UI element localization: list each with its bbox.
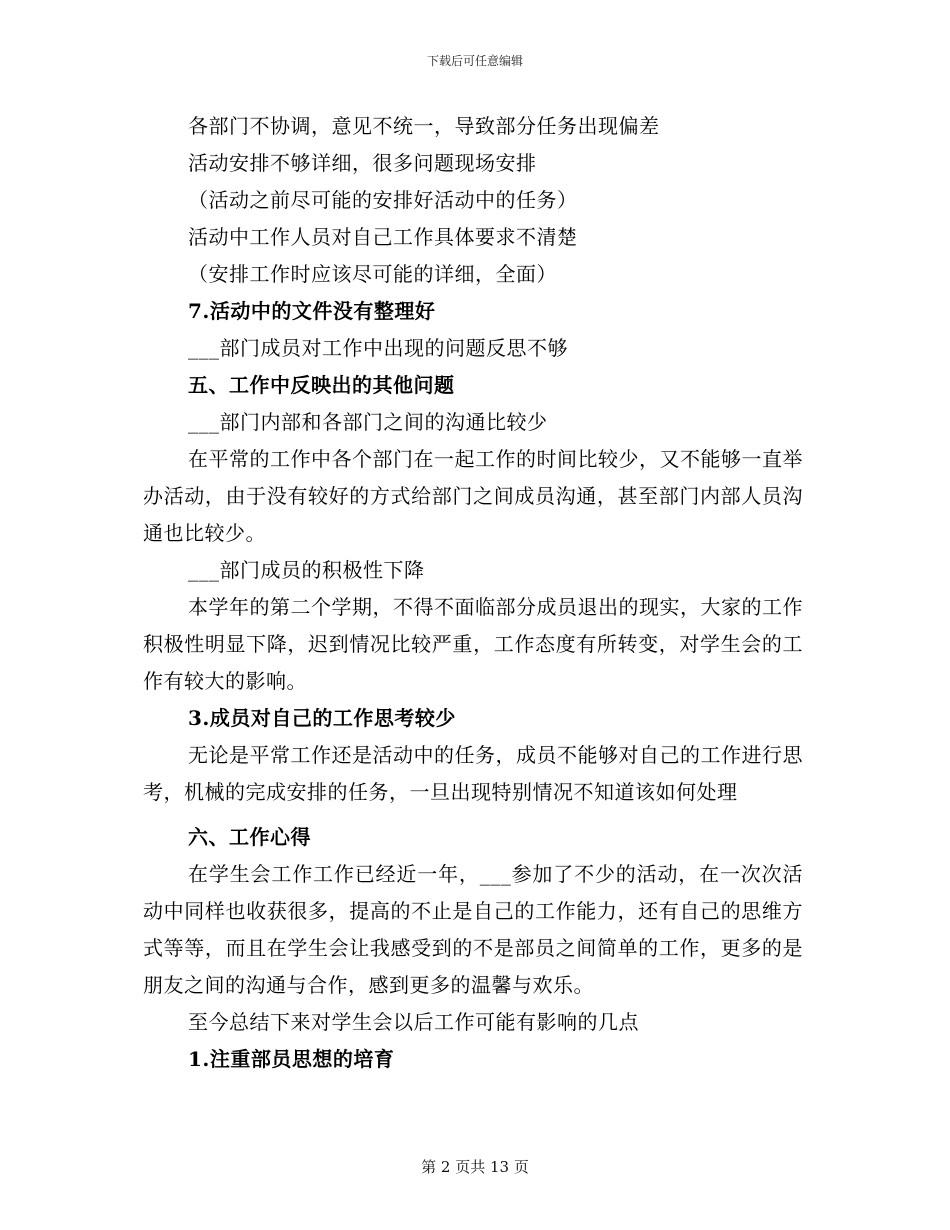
text-line: 各部门不协调，意见不统一，导致部分任务出现偏差	[188, 114, 660, 138]
text-line: （活动之前尽可能的安排好活动中的任务）	[188, 188, 578, 212]
page-header: 下载后可任意编辑	[426, 54, 523, 68]
section-heading: 五、工作中反映出的其他问题	[188, 373, 455, 397]
section-heading: 六、工作心得	[188, 825, 311, 849]
document-body	[143, 108, 803, 1078]
section-heading: 3.成员对自己的工作思考较少	[188, 706, 456, 730]
paragraph: 在学生会工作工作已经近一年，___参加了不少的活动，在一次次活动中同样也收获很多，提高的不止是自己的工作能力，还有自己的思维方式等等，而且在学生会让我感受到的不是部员之间简单的工作，更多的是朋友之间的沟通与合作，感到更多的温馨与欢乐。	[143, 862, 803, 997]
text-line: ___部门成员的积极性下降	[188, 558, 425, 582]
paragraph: 在平常的工作中各个部门在一起工作的时间比较少，又不能够一直举办活动，由于没有较好的方式给部门之间成员沟通，甚至部门内部人员沟通也比较少。	[143, 447, 803, 545]
text-line: （安排工作时应该尽可能的详细，全面）	[188, 262, 557, 286]
paragraph: 无论是平常工作还是活动中的任务，成员不能够对自己的工作进行思考，机械的完成安排的任务，一旦出现特别情况不知道该如何处理	[143, 743, 803, 804]
text-line: 活动安排不够详细，很多问题现场安排	[188, 151, 537, 175]
text-line: ___部门成员对工作中出现的问题反思不够	[188, 336, 568, 360]
paragraph: 本学年的第二个学期，不得不面临部分成员退出的现实，大家的工作积极性明显下降，迟到情况比较严重，工作态度有所转变，对学生会的工作有较大的影响。	[143, 595, 803, 693]
page-footer: 第 2 页共 13 页	[421, 1158, 529, 1176]
text-line: ___部门内部和各部门之间的沟通比较少	[188, 410, 548, 434]
section-heading: 1.注重部员思想的培育	[188, 1047, 395, 1071]
text-line: 活动中工作人员对自己工作具体要求不清楚	[188, 225, 578, 249]
text-line: 至今总结下来对学生会以后工作可能有影响的几点	[188, 1010, 639, 1034]
section-heading: 7.活动中的文件没有整理好	[188, 299, 436, 323]
